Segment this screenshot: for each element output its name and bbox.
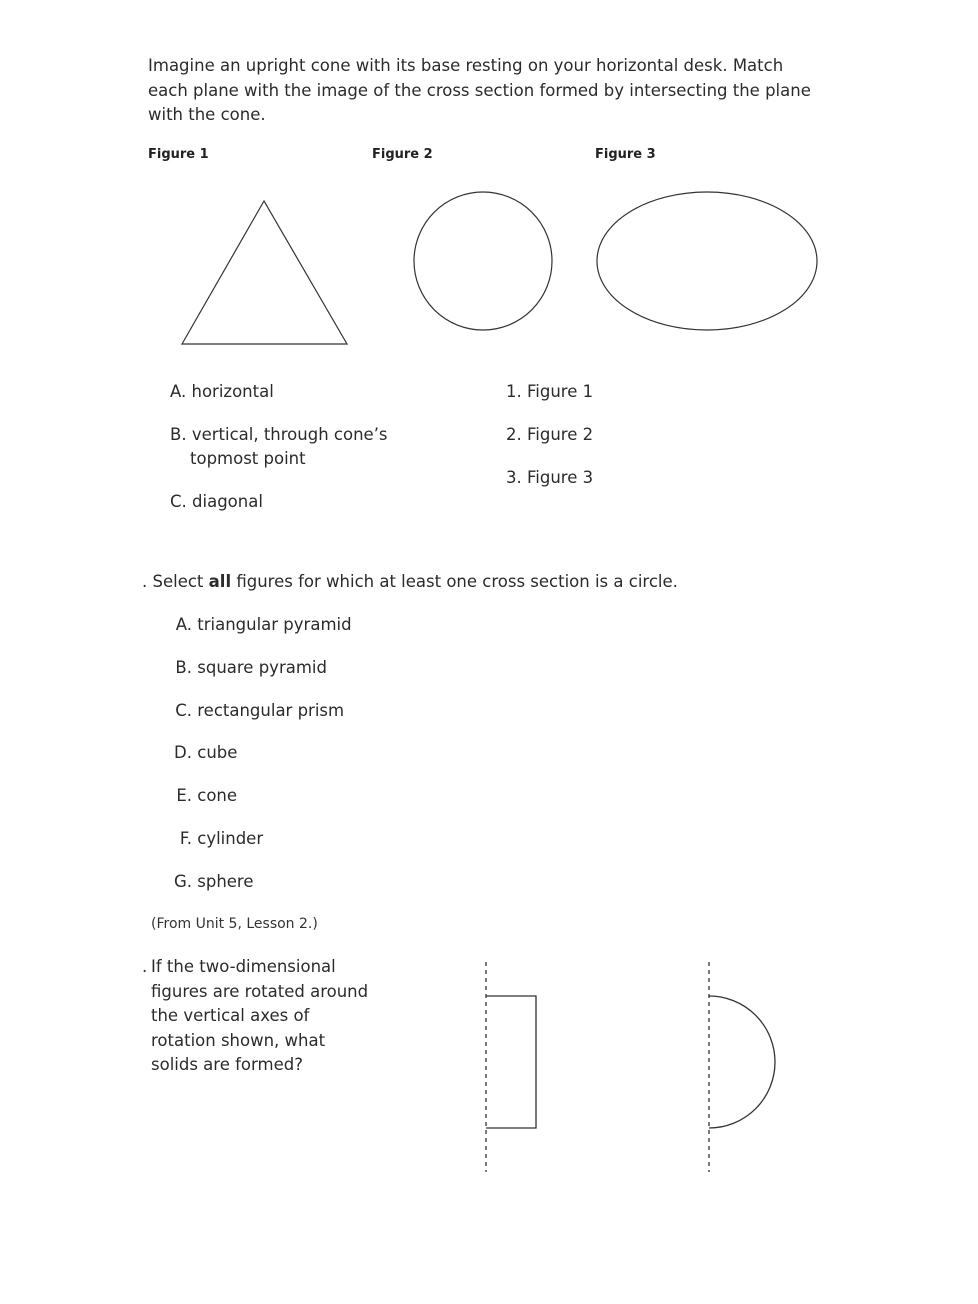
choice-letter: C. xyxy=(175,700,192,720)
plane-option-letter: C. xyxy=(170,492,187,511)
choice-text: cube xyxy=(197,743,238,763)
choice-text: sphere xyxy=(197,871,254,891)
figure-option-number: 2. xyxy=(506,425,522,444)
semicircle-figure xyxy=(709,996,775,1128)
figure-1-label: Figure 1 xyxy=(148,147,209,162)
figure-option-text: Figure 1 xyxy=(527,382,594,401)
choice-letter: F. xyxy=(179,828,192,848)
problem-number-prefix: . xyxy=(142,572,148,591)
source-note: (From Unit 5, Lesson 2.) xyxy=(151,916,318,932)
plane-option-text: vertical, through cone’s topmost point xyxy=(190,425,388,468)
prompt-text: figures for which at least one cross section is a circle. xyxy=(236,572,678,591)
choice-letter: A. xyxy=(175,615,192,634)
plane-option-letter: B. xyxy=(170,425,187,444)
figure-option-number: 3. xyxy=(506,468,522,487)
choice-text: rectangular prism xyxy=(197,700,345,720)
plane-option-text: horizontal xyxy=(191,382,274,401)
problem-3-prompt: If the two-dimensional figures are rotated around the vertical axes of rotation shown, what solids are formed? xyxy=(151,957,369,1074)
figure-option-number: 1. xyxy=(506,382,522,401)
prompt-text: Select xyxy=(152,572,204,591)
choice-letter: G. xyxy=(173,871,192,891)
choice-letter: D. xyxy=(174,743,192,763)
prompt-emphasis: all xyxy=(208,572,232,591)
choice-letter: B. xyxy=(175,657,192,677)
problem-1-prompt: Imagine an upright cone with its base resting on your horizontal desk. Match each plane with the image of the cross section formed by intersecting the plane with the cone. xyxy=(148,56,811,124)
figure-2-label: Figure 2 xyxy=(372,147,433,162)
rectangle-figure xyxy=(486,996,536,1128)
figure-3-label: Figure 3 xyxy=(595,147,656,162)
choice-letter: E. xyxy=(176,786,192,806)
plane-option-letter: A. xyxy=(170,382,187,401)
choice-text: cylinder xyxy=(197,828,264,848)
plane-option-text: diagonal xyxy=(192,492,263,511)
choice-text: square pyramid xyxy=(197,657,327,677)
choice-text: triangular pyramid xyxy=(197,615,352,634)
figure-option-text: Figure 2 xyxy=(527,425,594,444)
problem-3-prefix: . xyxy=(142,957,148,976)
figure-option-text: Figure 3 xyxy=(527,468,594,487)
choice-text: cone xyxy=(197,786,238,806)
